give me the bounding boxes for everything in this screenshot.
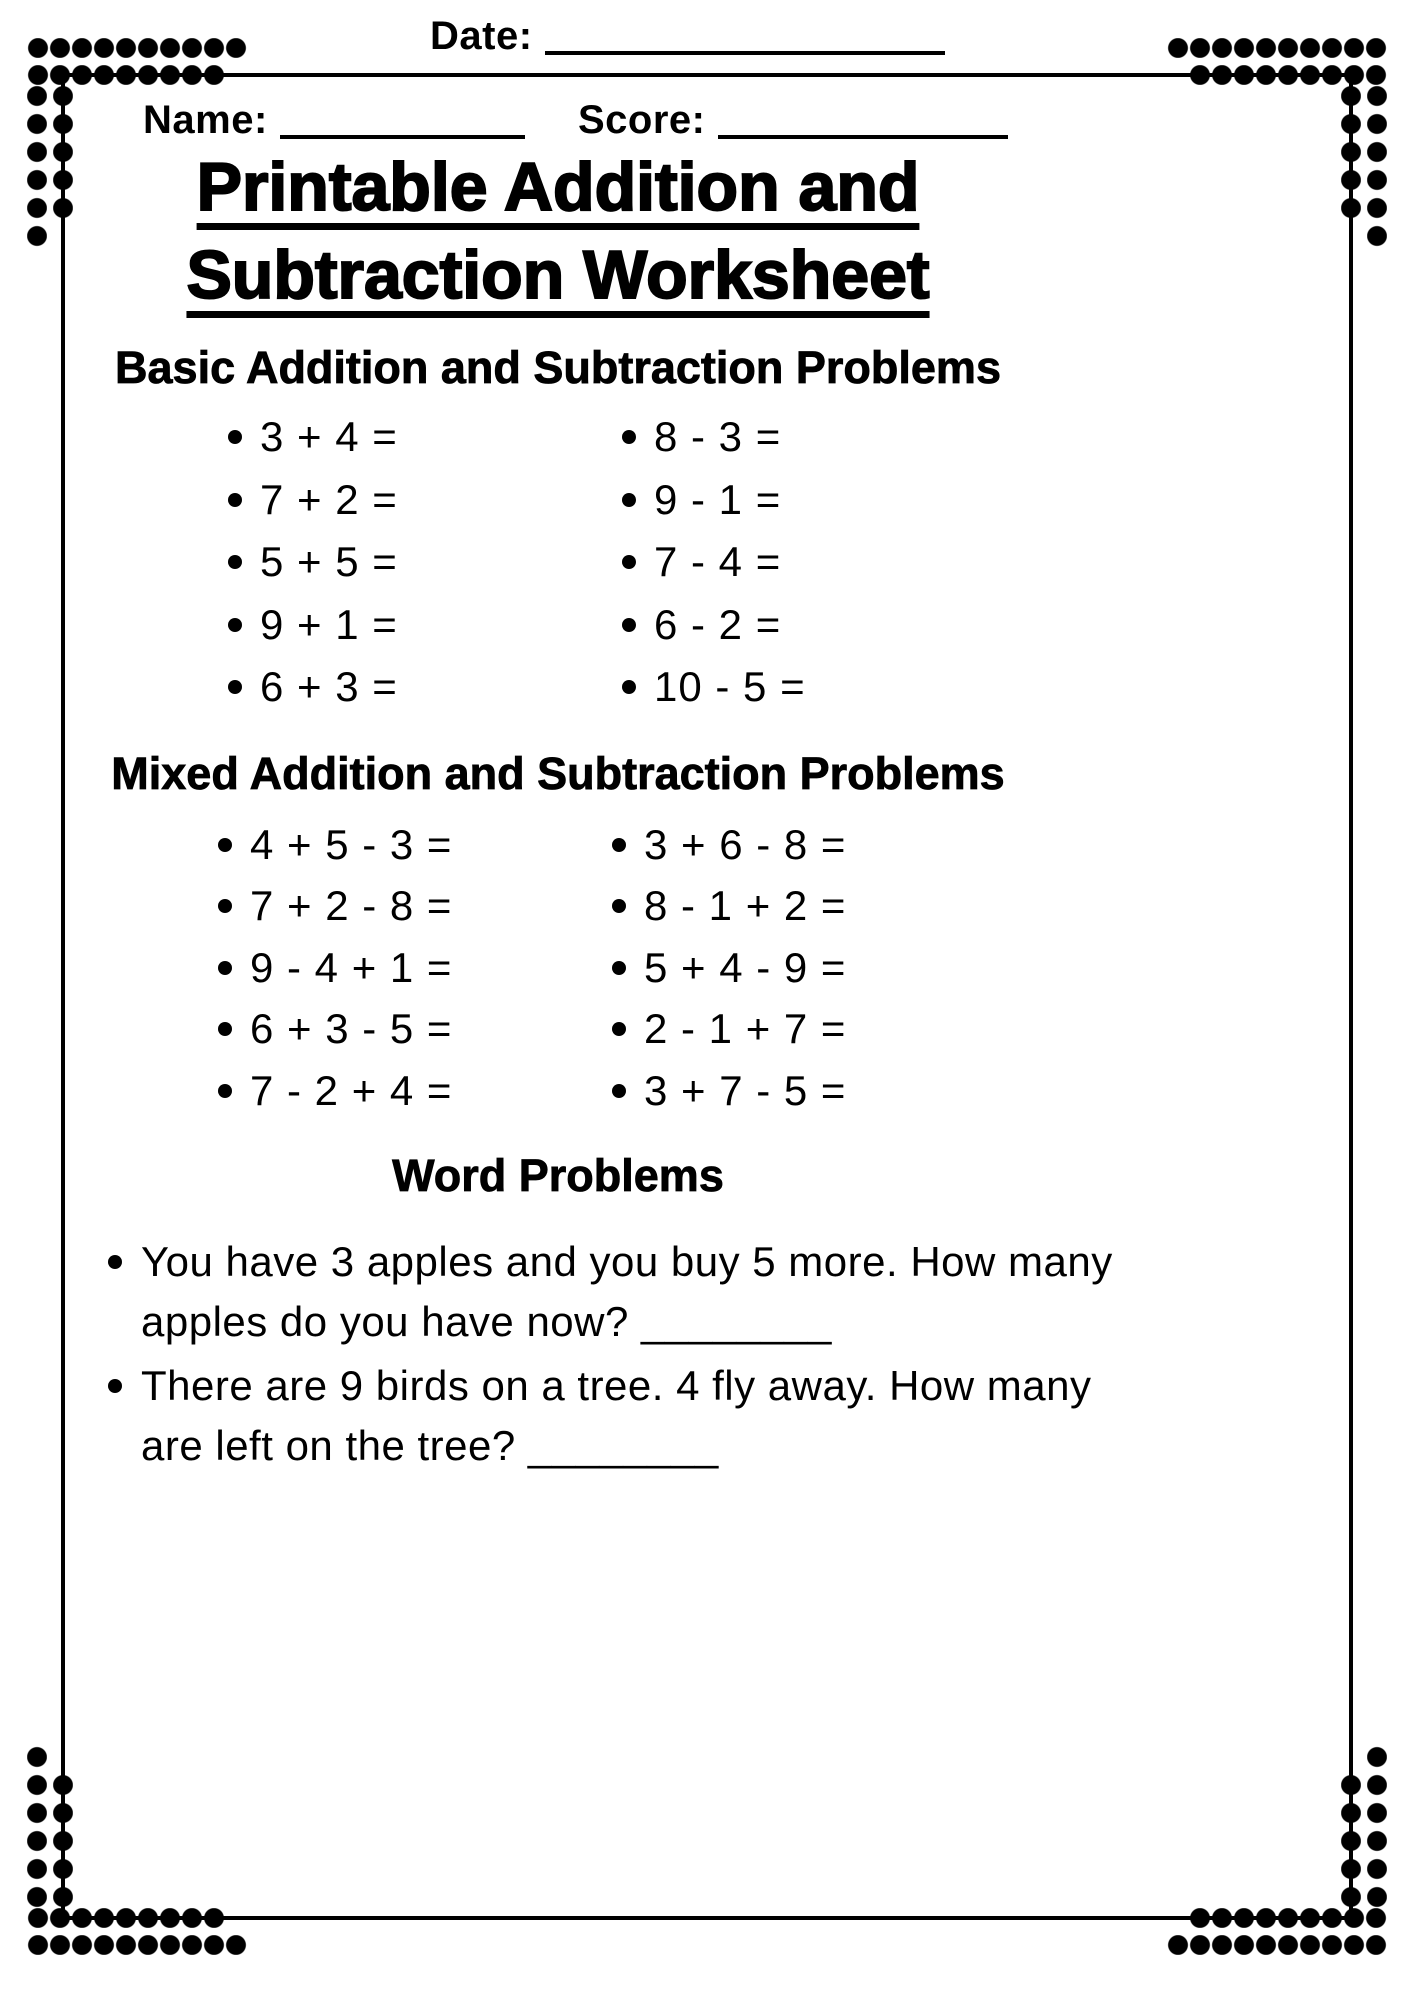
bullet-icon (218, 961, 232, 975)
dot-row-outer (27, 38, 247, 58)
equation: 10 - 5 = (654, 663, 806, 711)
date-label: Date: (430, 14, 533, 58)
bullet-icon (218, 838, 232, 852)
equation: 8 - 3 = (654, 413, 782, 461)
page-title-line-2: Subtraction Worksheet (186, 237, 930, 313)
score-blank-line (718, 135, 1008, 139)
equation: 3 + 6 - 8 = (644, 820, 847, 868)
equation: 4 + 5 - 3 = (250, 820, 453, 868)
bullet-icon (218, 1022, 232, 1036)
word-problem-line: are left on the tree? ________ (141, 1422, 719, 1469)
problem-item (622, 594, 806, 657)
dot-column-outer (27, 82, 47, 250)
dot-row-outer (1167, 1935, 1387, 1955)
problem-item (612, 814, 846, 876)
problem-item (228, 469, 622, 532)
dot-row-inner (1189, 1908, 1387, 1928)
problem-item (622, 531, 806, 594)
dot-column-outer (1367, 1743, 1387, 1911)
corner-dots-top-right (1137, 38, 1387, 288)
word-problem-line: apples do you have now? ________ (141, 1298, 832, 1345)
bullet-icon (218, 1084, 232, 1098)
equation: 3 + 4 = (260, 413, 398, 461)
mixed-problems-grid (218, 814, 846, 1122)
bullet-icon (612, 838, 626, 852)
dot-column-outer (27, 1743, 47, 1911)
name-label: Name: (143, 98, 268, 142)
name-blank-line (280, 135, 525, 139)
corner-dots-bottom-right (1137, 1705, 1387, 1955)
bullet-icon (612, 899, 626, 913)
date-blank-line (545, 51, 945, 55)
problem-item (612, 937, 846, 999)
dot-row-outer (27, 1935, 247, 1955)
bullet-icon (612, 961, 626, 975)
bullet-icon (228, 680, 242, 694)
dot-column-inner (53, 1771, 73, 1911)
bullet-icon (612, 1022, 626, 1036)
bullet-icon (228, 555, 242, 569)
bullet-icon (108, 1379, 122, 1393)
equation: 2 - 1 + 7 = (644, 1005, 847, 1053)
bullet-icon (218, 899, 232, 913)
page-title-line-1: Printable Addition and (196, 149, 920, 225)
problem-item (612, 876, 846, 938)
bullet-icon (622, 680, 636, 694)
page-title (63, 143, 1053, 319)
bullet-icon (228, 618, 242, 632)
bullet-icon (622, 430, 636, 444)
word-problem-item (108, 1356, 1108, 1476)
problem-item (218, 876, 612, 938)
date-field (430, 12, 945, 60)
problem-item (218, 937, 612, 999)
bullet-icon (612, 1084, 626, 1098)
name-field (143, 96, 525, 144)
problem-item (622, 656, 806, 719)
problem-item (218, 1060, 612, 1122)
basic-problems-grid (228, 406, 806, 719)
dot-column-inner (1341, 82, 1361, 222)
equation: 9 + 1 = (260, 600, 398, 648)
equation: 8 - 1 + 2 = (644, 882, 847, 930)
equation: 6 + 3 = (260, 663, 398, 711)
word-problem-line: You have 3 apples and you buy 5 more. How many (141, 1238, 1113, 1285)
equation: 7 + 2 = (260, 475, 398, 523)
dot-column-outer (1367, 82, 1387, 250)
bullet-icon (622, 493, 636, 507)
problem-item (218, 999, 612, 1061)
bullet-icon (228, 493, 242, 507)
equation: 6 + 3 - 5 = (250, 1005, 453, 1053)
dot-row-inner (27, 1908, 225, 1928)
problem-item (228, 531, 622, 594)
problem-item (228, 594, 622, 657)
dot-column-inner (1341, 1771, 1361, 1911)
equation: 9 - 1 = (654, 475, 782, 523)
basic-section-heading: Basic Addition and Subtraction Problems (115, 342, 1001, 393)
dot-row-outer (1167, 38, 1387, 58)
bullet-icon (108, 1255, 122, 1269)
problem-item (612, 999, 846, 1061)
word-problem-item (108, 1232, 1113, 1352)
problem-item (218, 814, 612, 876)
problem-item (228, 406, 622, 469)
problem-item (622, 469, 806, 532)
bullet-icon (622, 618, 636, 632)
equation: 7 - 4 = (654, 538, 782, 586)
equation: 7 + 2 - 8 = (250, 882, 453, 930)
problem-item (228, 656, 622, 719)
bullet-icon (622, 555, 636, 569)
word-problem-text (141, 1356, 1091, 1476)
word-problems-list (108, 1232, 1113, 1480)
equation: 5 + 5 = (260, 538, 398, 586)
word-section-heading: Word Problems (392, 1150, 724, 1201)
equation: 5 + 4 - 9 = (644, 943, 847, 991)
word-problem-text (141, 1232, 1113, 1352)
bullet-icon (228, 430, 242, 444)
problem-item (622, 406, 806, 469)
equation: 9 - 4 + 1 = (250, 943, 453, 991)
problem-item (612, 1060, 846, 1122)
score-label: Score: (578, 98, 706, 142)
word-problem-line: There are 9 birds on a tree. 4 fly away. How many (141, 1362, 1092, 1409)
equation: 6 - 2 = (654, 600, 782, 648)
score-field (578, 96, 1008, 144)
corner-dots-bottom-left (27, 1705, 277, 1955)
mixed-section-heading: Mixed Addition and Subtraction Problems (111, 748, 1005, 799)
equation: 7 - 2 + 4 = (250, 1066, 453, 1114)
equation: 3 + 7 - 5 = (644, 1066, 847, 1114)
